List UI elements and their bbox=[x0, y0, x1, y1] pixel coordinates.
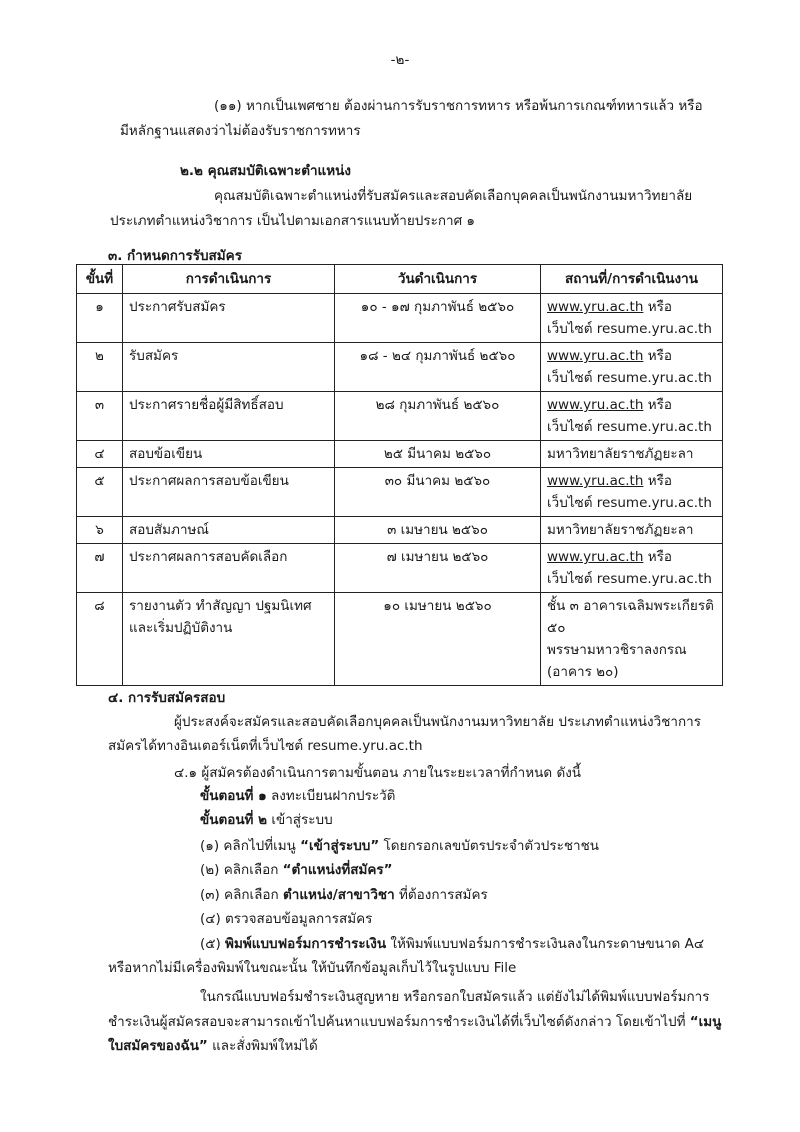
lost-form-menu-end: ใบสมัครของฉัน” bbox=[108, 1038, 208, 1054]
date-cell: ๓ เมษายน ๒๕๖๐ bbox=[335, 517, 541, 544]
substep-5-bold: พิมพ์แบบฟอร์มการชำระเงิน bbox=[225, 936, 387, 952]
place-text: เว็บไซต์ resume.yru.ac.th bbox=[547, 419, 712, 435]
date-cell: ๑๐ เมษายน ๒๕๖๐ bbox=[335, 593, 541, 686]
section-4-para1-line2: สมัครได้ทางอินเตอร์เน็ตที่เว็บไซต์ resume.yru.ac.th bbox=[108, 738, 423, 754]
link-suffix: หรือ bbox=[643, 397, 672, 413]
place-cell bbox=[541, 343, 723, 392]
substep-2-menu: “ตำแหน่งที่สมัคร” bbox=[282, 862, 393, 878]
step-cell: ๔ bbox=[77, 441, 123, 468]
table-row bbox=[77, 392, 723, 441]
action-cell bbox=[123, 468, 335, 517]
date-cell: ๑๐ - ๑๗ กุมภาพันธ์ ๒๕๖๐ bbox=[335, 294, 541, 343]
action-text: รายงานตัว ทำสัญญา ปฐมนิเทศ bbox=[129, 598, 312, 614]
section-4-para1-line1: ผู้ประสงค์จะสมัครและสอบคัดเลือกบุคคลเป็นพนักงานมหาวิทยาลัย ประเภทตำแหน่งวิชาการ bbox=[174, 714, 701, 730]
step-cell: ๘ bbox=[77, 593, 123, 686]
place-cell bbox=[541, 517, 723, 544]
action-cell bbox=[123, 593, 335, 686]
substep-5-line2: หรือหากไม่มีเครื่องพิมพ์ในขณะนั้น ให้บันทึกข้อมูลเก็บไว้ในรูปแบบ File bbox=[108, 960, 517, 976]
lost-form-line2 bbox=[108, 1010, 721, 1032]
place-text: (อาคาร ๒๐) bbox=[547, 664, 619, 680]
table-row bbox=[77, 593, 723, 686]
section-3-heading: ๓. กำหนดการรับสมัคร bbox=[108, 248, 242, 264]
lost-form-line3-text: และสั่งพิมพ์ใหม่ได้ bbox=[207, 1038, 318, 1054]
date-cell: ๗ เมษายน ๒๕๖๐ bbox=[335, 544, 541, 593]
substep-5-pre: (๕) bbox=[200, 936, 226, 952]
website-link[interactable]: www.yru.ac.th bbox=[547, 348, 644, 364]
section-2-2-heading: ๒.๒ คุณสมบัติเฉพาะตำแหน่ง bbox=[180, 163, 351, 179]
step-2 bbox=[200, 808, 333, 830]
place-text: ชั้น ๓ อาคารเฉลิมพระเกียรติ ๕๐ bbox=[547, 598, 714, 636]
page-number: -๒- bbox=[390, 52, 410, 68]
col-header-place: สถานที่/การดำเนินงาน bbox=[541, 265, 723, 294]
place-text: เว็บไซต์ resume.yru.ac.th bbox=[547, 321, 712, 337]
substep-2-pre: (๒) คลิกเลือก bbox=[200, 862, 283, 878]
step-1 bbox=[200, 784, 395, 806]
place-text: เว็บไซต์ resume.yru.ac.th bbox=[547, 571, 712, 587]
step-2-text: เข้าสู่ระบบ bbox=[267, 812, 333, 828]
section-2-2-line1: คุณสมบัติเฉพาะตำแหน่งที่รับสมัครและสอบคัดเลือกบุคคลเป็นพนักงานมหาวิทยาลัย bbox=[214, 188, 693, 204]
table-row bbox=[77, 544, 723, 593]
action-text: ประกาศรายชื่อผู้มีสิทธิ์สอบ bbox=[129, 397, 284, 413]
place-cell bbox=[541, 468, 723, 517]
action-text: ประกาศผลการสอบข้อเขียน bbox=[129, 473, 289, 489]
action-cell bbox=[123, 544, 335, 593]
schedule-table bbox=[76, 264, 723, 686]
substep-1-pre: (๑) คลิกไปที่เมนู bbox=[200, 838, 301, 854]
action-cell bbox=[123, 441, 335, 468]
place-text: เว็บไซต์ resume.yru.ac.th bbox=[547, 370, 712, 386]
place-text: มหาวิทยาลัยราชภัฏยะลา bbox=[547, 446, 694, 462]
substep-3-menu: ตำแหน่ง/สาขาวิชา bbox=[283, 887, 395, 903]
place-text: พรรษามหาวชิราลงกรณ bbox=[547, 642, 687, 658]
section-2-2-line2: ประเภทตำแหน่งวิชาการ เป็นไปตามเอกสารแนบท้ายประกาศ ๑ bbox=[110, 213, 476, 229]
col-header-step: ขั้นที่ bbox=[77, 265, 123, 294]
section-4-heading: ๔. การรับสมัครสอบ bbox=[108, 690, 226, 706]
substep-4: (๔) ตรวจสอบข้อมูลการสมัคร bbox=[200, 911, 373, 927]
action-text: สอบสัมภาษณ์ bbox=[129, 522, 209, 538]
link-suffix: หรือ bbox=[643, 348, 672, 364]
table-row bbox=[77, 294, 723, 343]
website-link[interactable]: www.yru.ac.th bbox=[547, 299, 644, 315]
substep-1 bbox=[200, 834, 599, 856]
table-row bbox=[77, 468, 723, 517]
link-suffix: หรือ bbox=[643, 549, 672, 565]
col-header-action: การดำเนินการ bbox=[123, 265, 335, 294]
table-header-row bbox=[77, 265, 723, 294]
place-text: มหาวิทยาลัยราชภัฏยะลา bbox=[547, 522, 694, 538]
step-cell: ๒ bbox=[77, 343, 123, 392]
substep-3 bbox=[200, 883, 488, 905]
step-1-label: ขั้นตอนที่ ๑ bbox=[200, 788, 267, 804]
step-cell: ๓ bbox=[77, 392, 123, 441]
col-header-date: วันดำเนินการ bbox=[335, 265, 541, 294]
action-cell bbox=[123, 392, 335, 441]
section-4-1-heading: ๔.๑ ผู้สมัครต้องดำเนินการตามขั้นตอน ภายในระยะเวลาที่กำหนด ดังนี้ bbox=[174, 765, 582, 781]
step-cell: ๕ bbox=[77, 468, 123, 517]
table-row bbox=[77, 343, 723, 392]
action-cell bbox=[123, 294, 335, 343]
date-cell: ๒๘ กุมภาพันธ์ ๒๕๖๐ bbox=[335, 392, 541, 441]
substep-2 bbox=[200, 858, 393, 880]
action-text: ประกาศผลการสอบคัดเลือก bbox=[129, 549, 288, 565]
substep-1-menu: “เข้าสู่ระบบ” bbox=[300, 838, 380, 854]
substep-3-post: ที่ต้องการสมัคร bbox=[394, 887, 488, 903]
lost-form-line2-text: ชำระเงินผู้สมัครสอบจะสามารถเข้าไปค้นหาแบบฟอร์มการชำระเงินได้ที่เว็บไซต์ดังกล่าว โดยเข้าไปที่ bbox=[108, 1014, 690, 1030]
item-11-line1: (๑๑) หากเป็นเพศชาย ต้องผ่านการรับราชการทหาร หรือพ้นการเกณฑ์ทหารแล้ว หรือ bbox=[214, 98, 703, 114]
place-cell bbox=[541, 392, 723, 441]
substep-5 bbox=[200, 932, 704, 954]
table-row bbox=[77, 441, 723, 468]
website-link[interactable]: www.yru.ac.th bbox=[547, 549, 644, 565]
website-link[interactable]: www.yru.ac.th bbox=[547, 397, 644, 413]
step-cell: ๑ bbox=[77, 294, 123, 343]
date-cell: ๑๘ - ๒๔ กุมภาพันธ์ ๒๕๖๐ bbox=[335, 343, 541, 392]
step-cell: ๗ bbox=[77, 544, 123, 593]
substep-5-post: ให้พิมพ์แบบฟอร์มการชำระเงินลงในกระดาษขนาด A๔ bbox=[386, 936, 705, 952]
action-text: สอบข้อเขียน bbox=[129, 446, 203, 462]
action-cell bbox=[123, 343, 335, 392]
place-cell bbox=[541, 441, 723, 468]
lost-form-line3 bbox=[108, 1034, 318, 1056]
substep-3-pre: (๓) คลิกเลือก bbox=[200, 887, 283, 903]
link-suffix: หรือ bbox=[643, 473, 672, 489]
item-11-line2: มีหลักฐานแสดงว่าไม่ต้องรับราชการทหาร bbox=[120, 123, 361, 139]
action-text: และเริ่มปฏิบัติงาน bbox=[129, 620, 233, 636]
table-row bbox=[77, 517, 723, 544]
step-1-text: ลงทะเบียนฝากประวัติ bbox=[266, 788, 396, 804]
website-link[interactable]: www.yru.ac.th bbox=[547, 473, 644, 489]
date-cell: ๒๕ มีนาคม ๒๕๖๐ bbox=[335, 441, 541, 468]
link-suffix: หรือ bbox=[643, 299, 672, 315]
step-2-label: ขั้นตอนที่ ๒ bbox=[200, 812, 268, 828]
place-cell bbox=[541, 593, 723, 686]
place-cell bbox=[541, 294, 723, 343]
substep-1-post: โดยกรอกเลขบัตรประจำตัวประชาชน bbox=[379, 838, 599, 854]
action-text: ประกาศรับสมัคร bbox=[129, 299, 226, 315]
place-cell bbox=[541, 544, 723, 593]
step-cell: ๖ bbox=[77, 517, 123, 544]
action-cell bbox=[123, 517, 335, 544]
lost-form-line1: ในกรณีแบบฟอร์มชำระเงินสูญหาย หรือกรอกใบสมัครแล้ว แต่ยังไม่ได้พิมพ์แบบฟอร์มการ bbox=[200, 989, 710, 1005]
date-cell: ๓๐ มีนาคม ๒๕๖๐ bbox=[335, 468, 541, 517]
action-text: รับสมัคร bbox=[129, 348, 179, 364]
place-text: เว็บไซต์ resume.yru.ac.th bbox=[547, 495, 712, 511]
lost-form-menu-start: “เมนู bbox=[689, 1014, 722, 1030]
